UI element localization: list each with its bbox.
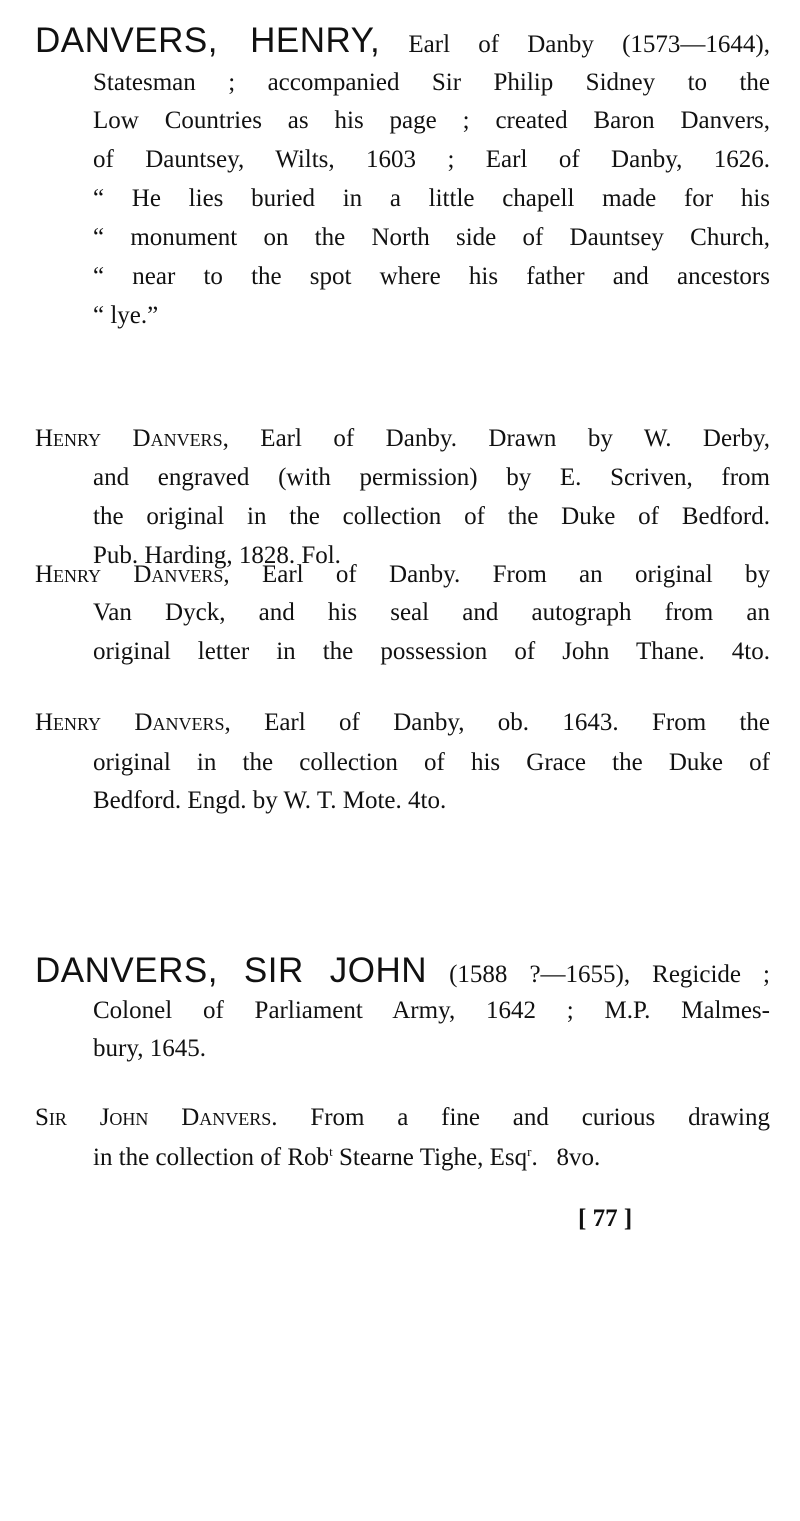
superscript: t bbox=[329, 1144, 333, 1159]
superscript: r bbox=[527, 1144, 532, 1159]
entry-line: “ monument on the North side of Dauntsey Church, bbox=[93, 224, 770, 251]
entry-line: and engraved (with permission) by E. Scriven, from bbox=[93, 464, 770, 491]
portrait-name: Henry Danvers, bbox=[35, 709, 231, 736]
entry-text: (1588 ?—1655), Regicide ; bbox=[449, 961, 770, 988]
portrait-entry-line bbox=[35, 419, 770, 458]
entry-line: of Dauntsey, Wilts, 1603 ; Earl of Danby, 1626. bbox=[93, 146, 770, 173]
entry-henry-danvers-heading-line bbox=[35, 21, 770, 60]
entry-line: “ lye.” bbox=[93, 302, 159, 329]
entry-text: Earl of Danby. Drawn by W. Derby, bbox=[260, 425, 770, 452]
entry-text: From a fine and curious drawing bbox=[310, 1104, 770, 1131]
portrait-name: Sir John Danvers. bbox=[35, 1104, 278, 1131]
entry-text: Earl of Danby, ob. 1643. From the bbox=[264, 709, 771, 736]
portrait-name: Henry Danvers, bbox=[35, 425, 229, 452]
entry-text: Earl of Danby. From an original by bbox=[261, 561, 770, 588]
text: in the collection of Rob bbox=[93, 1144, 330, 1171]
entry-line: original in the collection of his Grace the Duke of bbox=[93, 749, 770, 776]
entry-line: Bedford. Engd. by W. T. Mote. 4to. bbox=[93, 787, 447, 814]
entry-line: Low Countries as his page ; created Baron Danvers, bbox=[93, 107, 770, 134]
entry-heading: DANVERS, SIR JOHN bbox=[35, 951, 428, 990]
entry-line: “ He lies buried in a little chapell made for his bbox=[93, 185, 770, 212]
page-number: [ 77 ] bbox=[578, 1205, 633, 1232]
entry-line: bury, 1645. bbox=[93, 1035, 206, 1062]
entry-line: “ near to the spot where his father and ancestors bbox=[93, 263, 770, 290]
text: Stearne Tighe, Esq bbox=[332, 1144, 528, 1171]
text: . 8vo. bbox=[531, 1144, 601, 1171]
entry-line: Van Dyck, and his seal and autograph from an bbox=[93, 599, 770, 626]
entry-line: Colonel of Parliament Army, 1642 ; M.P. Malmes- bbox=[93, 997, 770, 1024]
portrait-entry-line bbox=[35, 1098, 770, 1137]
entry-sir-john-danvers-heading-line bbox=[35, 951, 770, 990]
portrait-entry-line bbox=[35, 703, 770, 742]
entry-line: the original in the collection of the Duke of Bedford. bbox=[93, 503, 770, 530]
entry-line: original letter in the possession of John Thane. 4to. bbox=[93, 638, 770, 665]
portrait-name: Henry Danvers, bbox=[35, 561, 230, 588]
entry-line bbox=[93, 1138, 770, 1177]
entry-text: Earl of Danby (1573—1644), bbox=[408, 31, 771, 58]
entry-line: Pub. Harding, 1828. Fol. bbox=[93, 542, 341, 569]
entry-line: Statesman ; accompanied Sir Philip Sidney to the bbox=[93, 69, 770, 96]
portrait-entry-line bbox=[35, 555, 770, 594]
entry-heading: DANVERS, HENRY, bbox=[35, 21, 381, 60]
